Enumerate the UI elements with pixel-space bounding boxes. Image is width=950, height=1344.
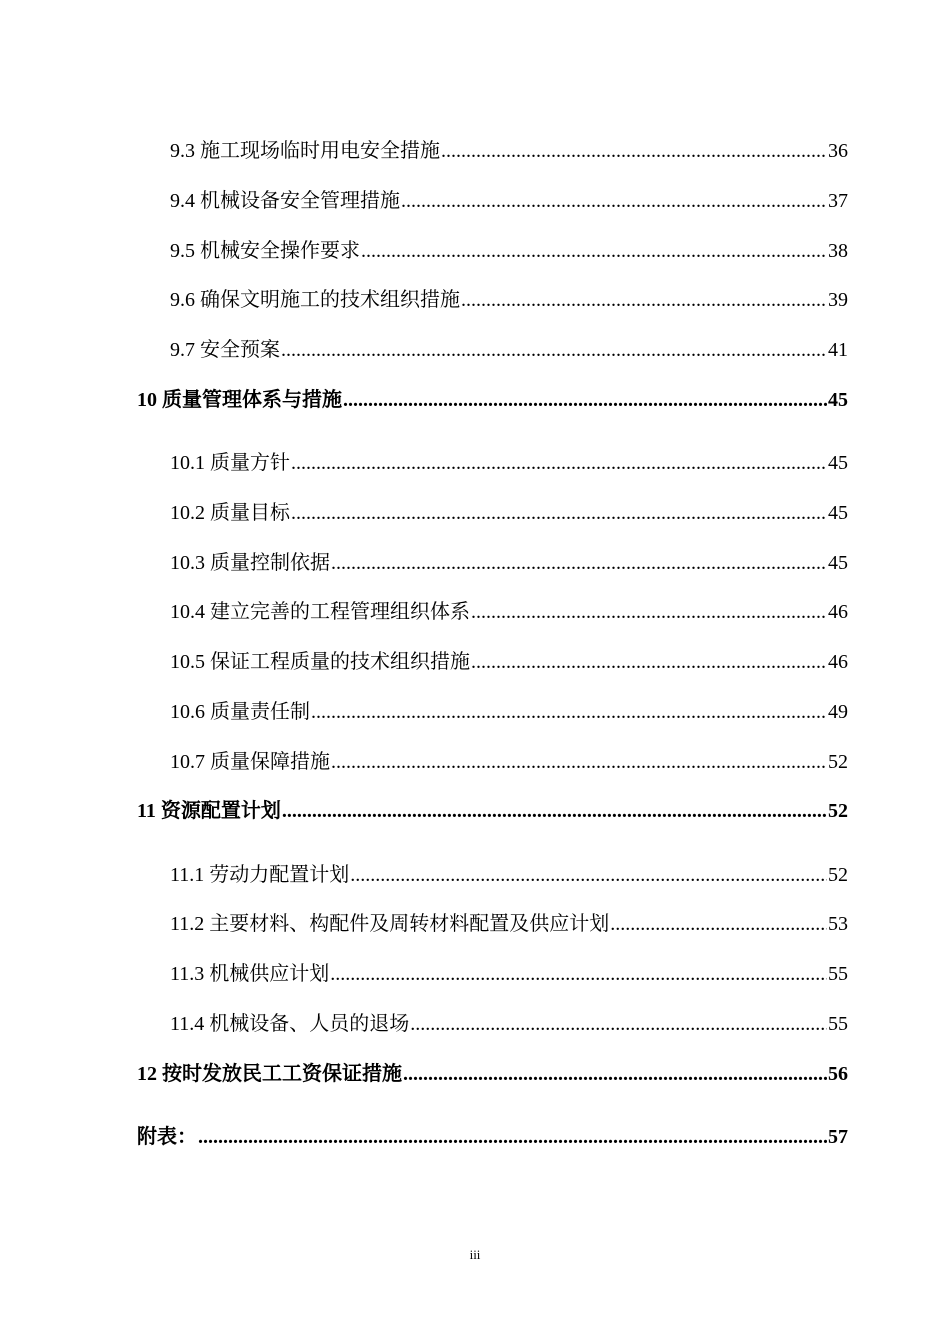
toc-entry-page: 57	[828, 1126, 848, 1148]
toc-appendix-entry[interactable]	[137, 1124, 848, 1150]
toc-entry-title: 9.4 机械设备安全管理措施	[170, 190, 400, 212]
toc-entry-title: 9.3 施工现场临时用电安全措施	[170, 140, 440, 162]
toc-entry[interactable]	[170, 862, 848, 888]
toc-dot-leader	[330, 961, 827, 987]
toc-dot-leader	[311, 699, 827, 725]
toc-entry-title: 附表：	[137, 1126, 197, 1148]
toc-entry[interactable]	[170, 138, 848, 164]
toc-entry-title: 11.3 机械供应计划	[170, 963, 330, 985]
toc-entry-page: 45	[828, 452, 848, 474]
toc-entry[interactable]	[170, 450, 848, 476]
toc-dot-leader	[471, 599, 827, 625]
toc-entry[interactable]	[170, 911, 848, 937]
toc-dot-leader	[471, 649, 827, 675]
toc-entry-title: 11.1 劳动力配置计划	[170, 864, 350, 886]
toc-dot-leader	[610, 911, 827, 937]
toc-entry[interactable]	[170, 337, 848, 363]
toc-dot-leader	[401, 188, 827, 214]
toc-dot-leader	[461, 287, 827, 313]
toc-entry-title: 9.5 机械安全操作要求	[170, 240, 360, 262]
toc-dot-leader	[291, 450, 827, 476]
toc-dot-leader	[403, 1061, 827, 1087]
toc-dot-leader	[331, 550, 827, 576]
toc-entry-page: 41	[828, 339, 848, 361]
toc-entry[interactable]	[170, 1011, 848, 1037]
toc-dot-leader	[198, 1124, 827, 1150]
toc-entry-title: 9.6 确保文明施工的技术组织措施	[170, 289, 460, 311]
toc-entry-title: 12 按时发放民工工资保证措施	[137, 1063, 402, 1085]
toc-chapter-entry[interactable]	[137, 387, 848, 413]
toc-entry-title: 9.7 安全预案	[170, 339, 280, 361]
toc-entry-page: 52	[828, 800, 848, 822]
toc-chapter-entry[interactable]	[137, 798, 848, 824]
toc-dot-leader	[350, 862, 827, 888]
toc-entry[interactable]	[170, 599, 848, 625]
toc-entry-page: 36	[828, 140, 848, 162]
toc-entry-title: 10.5 保证工程质量的技术组织措施	[170, 651, 470, 673]
toc-entry-title: 11.4 机械设备、人员的退场	[170, 1013, 410, 1035]
toc-entry[interactable]	[170, 699, 848, 725]
toc-entry-title: 10.3 质量控制依据	[170, 552, 330, 574]
toc-entry-page: 46	[828, 651, 848, 673]
toc-dot-leader	[343, 387, 827, 413]
toc-entry-page: 49	[828, 701, 848, 723]
toc-entry-title: 10.7 质量保障措施	[170, 751, 330, 773]
toc-entry-page: 52	[828, 751, 848, 773]
toc-entry-page: 55	[828, 1013, 848, 1035]
toc-entry-page: 52	[828, 864, 848, 886]
toc-entry-title: 11 资源配置计划	[137, 800, 281, 822]
toc-entry[interactable]	[170, 749, 848, 775]
toc-entry[interactable]	[170, 550, 848, 576]
toc-dot-leader	[331, 749, 827, 775]
toc-entry[interactable]	[170, 961, 848, 987]
toc-entry[interactable]	[170, 188, 848, 214]
toc-entry-title: 11.2 主要材料、构配件及周转材料配置及供应计划	[170, 913, 610, 935]
toc-entry[interactable]	[170, 500, 848, 526]
toc-entry-page: 45	[828, 552, 848, 574]
toc-entry-page: 37	[828, 190, 848, 212]
toc-entry-page: 45	[828, 502, 848, 524]
toc-entry-page: 38	[828, 240, 848, 262]
toc-entry-title: 10.4 建立完善的工程管理组织体系	[170, 601, 470, 623]
page-number: iii	[469, 1247, 481, 1262]
toc-dot-leader	[291, 500, 827, 526]
toc-entry-title: 10.2 质量目标	[170, 502, 290, 524]
toc-dot-leader	[281, 337, 827, 363]
toc-entry[interactable]	[170, 287, 848, 313]
toc-entry-page: 45	[828, 389, 848, 411]
toc-dot-leader	[441, 138, 827, 164]
toc-entry-title: 10 质量管理体系与措施	[137, 389, 342, 411]
toc-entry-page: 39	[828, 289, 848, 311]
toc-entry-page: 55	[828, 963, 848, 985]
toc-entry-page: 53	[828, 913, 848, 935]
toc-dot-leader	[410, 1011, 827, 1037]
toc-entry-title: 10.1 质量方针	[170, 452, 290, 474]
toc-dot-leader	[361, 238, 827, 264]
toc-dot-leader	[282, 798, 827, 824]
toc-entry[interactable]	[170, 238, 848, 264]
toc-chapter-entry[interactable]	[137, 1061, 848, 1087]
toc-entry-title: 10.6 质量责任制	[170, 701, 310, 723]
toc-entry[interactable]	[170, 649, 848, 675]
toc-entry-page: 56	[828, 1063, 848, 1085]
toc-entry-page: 46	[828, 601, 848, 623]
